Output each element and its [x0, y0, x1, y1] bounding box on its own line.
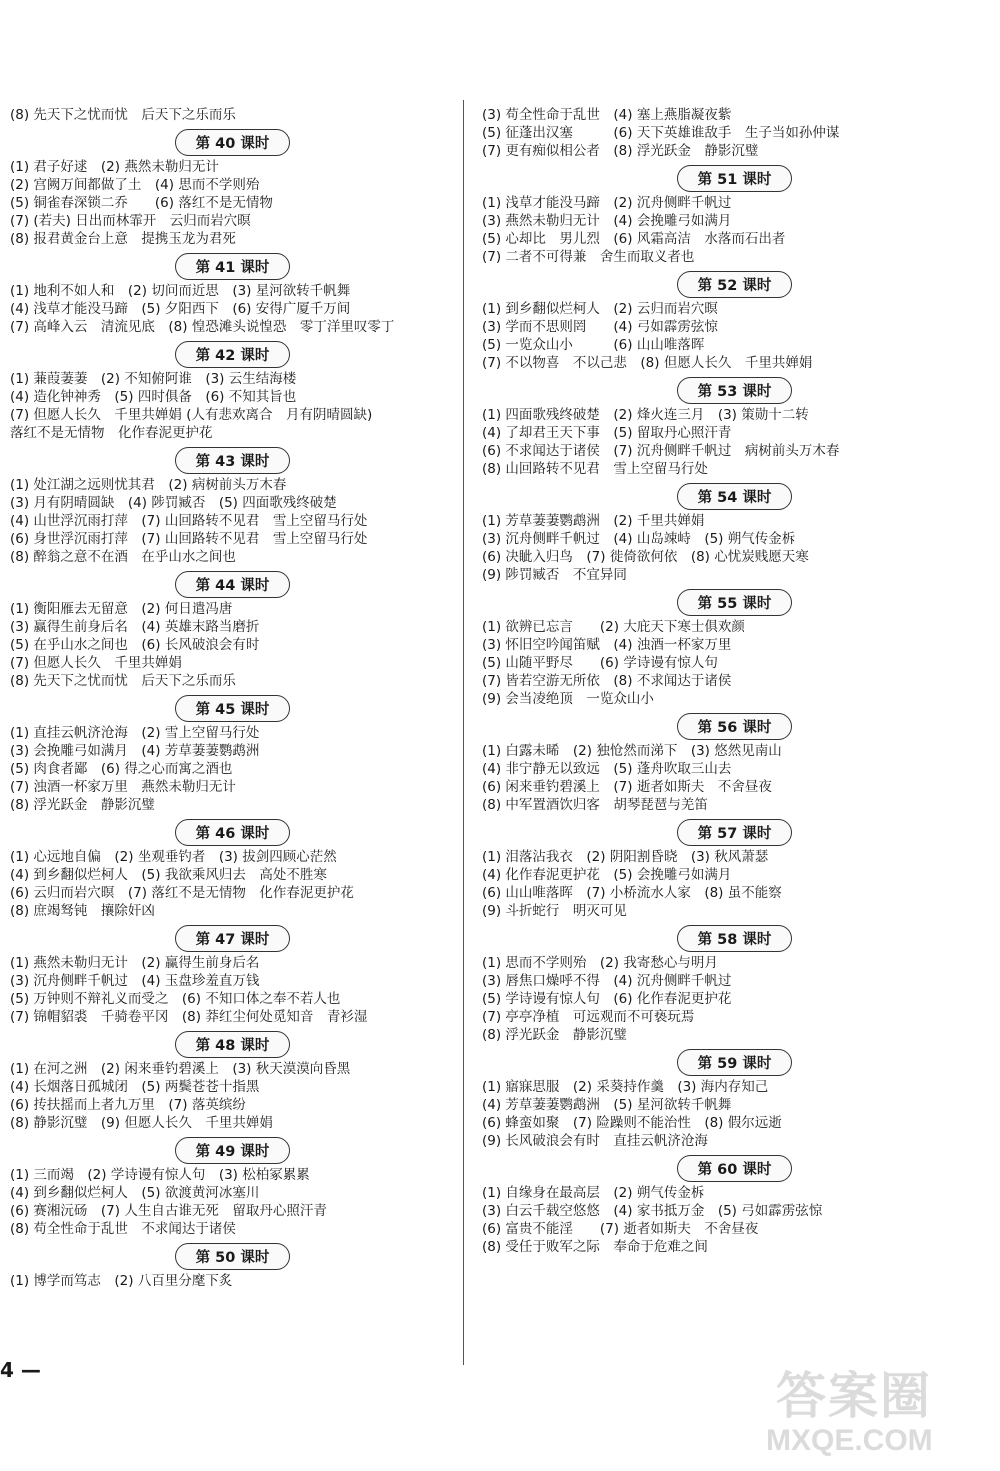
answer-line: (6) 云归而岩穴暝 (7) 落红不是无情物 化作春泥更护花: [10, 885, 354, 901]
answer-line: (1) 泪落沾我衣 (2) 阴阳割昏晓 (3) 秋风萧瑟: [482, 849, 769, 865]
lesson-heading-label: 第 43 课时: [175, 447, 291, 474]
answer-line: (8) 中军置酒饮归客 胡琴琵琶与羌笛: [482, 797, 708, 813]
answer-line: (1) 欲辨已忘言 (2) 大庇天下寒士俱欢颜: [482, 619, 745, 635]
lesson-heading-label: 第 58 课时: [677, 925, 793, 952]
answer-line: (7) 但愿人长久 千里共婵娟: [10, 655, 182, 671]
watermark-text: 答案圈: [776, 1367, 932, 1425]
lesson-heading-label: 第 44 课时: [175, 571, 291, 598]
answer-line: (9) 长风破浪会有时 直挂云帆济沧海: [482, 1133, 708, 1149]
answer-line: (7) 亭亭净植 可远观而不可亵玩焉: [482, 1009, 695, 1025]
answer-line: (6) 赛湘沅砀 (7) 人生自古谁无死 留取丹心照汗青: [10, 1203, 327, 1219]
lesson-heading-label: 第 40 课时: [175, 129, 291, 156]
answer-line: (1) 自缘身在最高层 (2) 朔气传金柝: [482, 1185, 705, 1201]
answer-line: (1) 地利不如人和 (2) 切问而近思 (3) 星河欲转千帆舞: [10, 283, 351, 299]
answer-line: (1) 心远地自偏 (2) 坐观垂钓者 (3) 拔剑四顾心茫然: [10, 849, 337, 865]
answer-line: (3) 赢得生前身后名 (4) 英雄末路当磨折: [10, 619, 260, 635]
answer-line: (4) 化作春泥更护花 (5) 会挽雕弓如满月: [482, 867, 732, 883]
watermark-logo: [758, 1348, 988, 1463]
lesson-heading-label: 第 53 课时: [677, 377, 793, 404]
answer-line: (4) 芳草萋萋鹦鹉洲 (5) 星河欲转千帆舞: [482, 1097, 732, 1113]
answer-line: (1) 在河之洲 (2) 闲来垂钓碧溪上 (3) 秋天漠漠向昏黑: [10, 1061, 351, 1077]
lesson-heading-label: 第 52 课时: [677, 271, 793, 298]
answer-line: (1) 蒹葭萋萋 (2) 不知俯阿谁 (3) 云生结海楼: [10, 371, 297, 387]
lesson-heading: [482, 1153, 987, 1183]
lesson-heading-label: 第 55 课时: [677, 589, 793, 616]
lesson-heading: [482, 375, 987, 405]
answer-line: (3) 唇焦口燥呼不得 (4) 沉舟侧畔千帆过: [482, 973, 732, 989]
answer-line: (7) 但愿人长久 千里共婵娟 (人有悲欢离合 月有阴晴圆缺): [10, 407, 373, 423]
answer-line: (8) 浮光跃金 静影沉璧: [482, 1027, 627, 1043]
lesson-heading: [10, 1135, 455, 1165]
answer-line: (3) 怀旧空吟闻笛赋 (4) 浊酒一杯家万里: [482, 637, 732, 653]
answer-line: (2) 宫阙万间都做了土 (4) 思而不学则殆: [10, 177, 260, 193]
answer-line: (7) (若夫) 日出而林霏开 云归而岩穴暝: [10, 213, 251, 229]
answer-line: (7) 二者不可得兼 舍生而取义者也: [482, 249, 695, 265]
answer-line: (8) 山回路转不见君 雪上空留马行处: [482, 461, 708, 477]
lesson-heading: [10, 817, 455, 847]
answer-line: (1) 四面歌残终破楚 (2) 烽火连三月 (3) 策勋十二转: [482, 407, 809, 423]
answer-line: (3) 会挽雕弓如满月 (4) 芳草萋萋鹦鹉洲: [10, 743, 260, 759]
lesson-heading: [10, 569, 455, 599]
lesson-heading-label: 第 51 课时: [677, 165, 793, 192]
answer-line: (1) 浅草才能没马蹄 (2) 沉舟侧畔千帆过: [482, 195, 732, 211]
answer-line: (9) 会当凌绝顶 一览众山小: [482, 691, 654, 707]
answer-line: (3) 月有阴晴圆缺 (4) 陟罚臧否 (5) 四面歌残终破楚: [10, 495, 337, 511]
answer-line: (6) 决眦入归鸟 (7) 徙倚欲何依 (8) 心忧炭贱愿天寒: [482, 549, 809, 565]
answer-line: (3) 白云千载空悠悠 (4) 家书抵万金 (5) 弓如霹雳弦惊: [482, 1203, 823, 1219]
lesson-heading: [482, 587, 987, 617]
lesson-heading: [10, 339, 455, 369]
answer-line: (3) 苟全性命于乱世 (4) 塞上燕脂凝夜紫: [482, 107, 732, 123]
answer-line: (5) 征蓬出汉塞 (6) 天下英雄谁敌手 生子当如孙仲谋: [482, 125, 840, 141]
answer-line: (1) 燕然未勒归无计 (2) 赢得生前身后名: [10, 955, 260, 971]
answer-line: (7) 不以物喜 不以己悲 (8) 但愿人长久 千里共婵娟: [482, 355, 813, 371]
answer-line: (6) 抟扶摇而上者九万里 (7) 落英缤纷: [10, 1097, 246, 1113]
answer-line: (6) 蜂蛮如聚 (7) 险躁则不能治性 (8) 假尔远逝: [482, 1115, 782, 1131]
answer-line: (3) 燕然未勒归无计 (4) 会挽雕弓如满月: [482, 213, 732, 229]
answer-line: (8) 先天下之忧而忧 后天下之乐而乐: [10, 107, 236, 123]
lesson-heading: [10, 923, 455, 953]
lesson-heading: [10, 445, 455, 475]
answer-line: (8) 苟全性命于乱世 不求闻达于诸侯: [10, 1221, 236, 1237]
answer-line: (3) 沉舟侧畔千帆过 (4) 山岛竦峙 (5) 朔气传金柝: [482, 531, 796, 547]
answer-line: (8) 受任于败军之际 奉命于危难之间: [482, 1239, 708, 1255]
answer-line: (6) 不求闻达于诸侯 (7) 沉舟侧畔千帆过 病树前头万木春: [482, 443, 840, 459]
answer-line: (8) 庶竭驽钝 攘除奸凶: [10, 903, 155, 919]
answer-line: (1) 寤寐思服 (2) 采葵持作羹 (3) 海内存知己: [482, 1079, 769, 1095]
lesson-heading: [10, 693, 455, 723]
answer-line: (3) 学而不思则罔 (4) 弓如霹雳弦惊: [482, 319, 718, 335]
lesson-heading: [482, 1047, 987, 1077]
lesson-heading-label: 第 46 课时: [175, 819, 291, 846]
lesson-heading-label: 第 57 课时: [677, 819, 793, 846]
answer-line: (4) 长烟落日孤城闭 (5) 两鬓苍苍十指黑: [10, 1079, 260, 1095]
answer-line: (4) 非宁静无以致远 (5) 蓬舟吹取三山去: [482, 761, 732, 777]
answer-line: (5) 肉食者鄙 (6) 得之心而寓之酒也: [10, 761, 233, 777]
answer-line: (7) 皆若空游无所依 (8) 不求闻达于诸侯: [482, 673, 732, 689]
answer-line: (5) 山随平野尽 (6) 学诗谩有惊人句: [482, 655, 718, 671]
answer-line: (7) 更有痴似相公者 (8) 浮光跃金 静影沉璧: [482, 143, 759, 159]
column-divider: [463, 100, 464, 1365]
lesson-heading: [482, 269, 987, 299]
answer-line: (4) 了却君王天下事 (5) 留取丹心照汗青: [482, 425, 732, 441]
answer-line: (5) 铜雀春深锁二乔 (6) 落红不是无情物: [10, 195, 273, 211]
lesson-heading-label: 第 41 课时: [175, 253, 291, 280]
answer-line: (5) 一览众山小 (6) 山山唯落晖: [482, 337, 705, 353]
answer-line: 落红不是无情物 化作春泥更护花: [10, 425, 213, 441]
answer-line: (1) 直挂云帆济沧海 (2) 雪上空留马行处: [10, 725, 260, 741]
answer-line: (8) 静影沉璧 (9) 但愿人长久 千里共婵娟: [10, 1115, 273, 1131]
answer-line: (4) 到乡翻似烂柯人 (5) 欲渡黄河冰塞川: [10, 1185, 260, 1201]
lesson-heading: [10, 1241, 455, 1271]
answer-line: (5) 学诗谩有惊人句 (6) 化作春泥更护花: [482, 991, 732, 1007]
lesson-heading-label: 第 60 课时: [677, 1155, 793, 1182]
answer-line: (6) 身世浮沉雨打萍 (7) 山回路转不见君 雪上空留马行处: [10, 531, 368, 547]
answer-line: (1) 三而竭 (2) 学诗谩有惊人句 (3) 松柏冢累累: [10, 1167, 310, 1183]
answer-line: (9) 斗折蛇行 明灭可见: [482, 903, 627, 919]
watermark-url: MXQE.COM: [766, 1424, 933, 1457]
answer-line: (1) 衡阳雁去无留意 (2) 何日遣冯唐: [10, 601, 233, 617]
answer-line: (1) 芳草萋萋鹦鹉洲 (2) 千里共婵娟: [482, 513, 705, 529]
answer-line: (4) 造化钟神秀 (5) 四时俱备 (6) 不知其旨也: [10, 389, 297, 405]
lesson-heading-label: 第 59 课时: [677, 1049, 793, 1076]
lesson-heading: [482, 163, 987, 193]
answer-line: (5) 万钟则不辩礼义而受之 (6) 不知口体之奉不若人也: [10, 991, 341, 1007]
lesson-heading: [10, 251, 455, 281]
lesson-heading: [482, 481, 987, 511]
lesson-heading: [10, 1029, 455, 1059]
answer-line: (8) 浮光跃金 静影沉璧: [10, 797, 155, 813]
answer-line: (4) 浅草才能没马蹄 (5) 夕阳西下 (6) 安得广厦千万间: [10, 301, 351, 317]
lesson-heading-label: 第 42 课时: [175, 341, 291, 368]
answer-line: (1) 白露未晞 (2) 独怆然而涕下 (3) 悠然见南山: [482, 743, 782, 759]
answer-line: (7) 高峰入云 清流见底 (8) 惶恐滩头说惶恐 零丁洋里叹零丁: [10, 319, 395, 335]
answer-line: (1) 君子好逑 (2) 燕然未勒归无计: [10, 159, 219, 175]
answer-line: (7) 浊酒一杯家万里 燕然未勒归无计: [10, 779, 236, 795]
answer-line: (1) 博学而笃志 (2) 八百里分麾下炙: [10, 1273, 233, 1289]
lesson-heading-label: 第 48 课时: [175, 1031, 291, 1058]
lesson-heading-label: 第 50 课时: [175, 1243, 291, 1270]
answer-line: (5) 心却比 男儿烈 (6) 风霜高洁 水落而石出者: [482, 231, 786, 247]
lesson-heading-label: 第 56 课时: [677, 713, 793, 740]
answer-line: (4) 到乡翻似烂柯人 (5) 我欲乘风归去 高处不胜寒: [10, 867, 327, 883]
answer-line: (6) 富贵不能淫 (7) 逝者如斯夫 不舍昼夜: [482, 1221, 759, 1237]
answer-line: (7) 锦帽貂裘 千骑卷平冈 (8) 莽红尘何处觅知音 青衫湿: [10, 1009, 368, 1025]
answer-line: (9) 陟罚臧否 不宜异同: [482, 567, 627, 583]
page-number: 4 —: [0, 1358, 41, 1382]
right-column: [482, 106, 987, 1256]
lesson-heading-label: 第 47 课时: [175, 925, 291, 952]
left-column: [10, 106, 455, 1290]
lesson-heading-label: 第 54 课时: [677, 483, 793, 510]
lesson-heading: [482, 817, 987, 847]
answer-line: (4) 山世浮沉雨打萍 (7) 山回路转不见君 雪上空留马行处: [10, 513, 368, 529]
lesson-heading: [482, 923, 987, 953]
answer-line: (1) 到乡翻似烂柯人 (2) 云归而岩穴暝: [482, 301, 718, 317]
answer-line: (8) 报君黄金台上意 提携玉龙为君死: [10, 231, 236, 247]
answer-line: (1) 思而不学则殆 (2) 我寄愁心与明月: [482, 955, 718, 971]
answer-line: (8) 先天下之忧而忧 后天下之乐而乐: [10, 673, 236, 689]
answer-line: (6) 山山唯落晖 (7) 小桥流水人家 (8) 虽不能察: [482, 885, 782, 901]
answer-line: (6) 闲来垂钓碧溪上 (7) 逝者如斯夫 不舍昼夜: [482, 779, 772, 795]
lesson-heading-label: 第 45 课时: [175, 695, 291, 722]
lesson-heading-label: 第 49 课时: [175, 1137, 291, 1164]
answer-line: (5) 在乎山水之间也 (6) 长风破浪会有时: [10, 637, 260, 653]
answer-line: (8) 醉翁之意不在酒 在乎山水之间也: [10, 549, 236, 565]
lesson-heading: [482, 711, 987, 741]
lesson-heading: [10, 127, 455, 157]
answer-line: (3) 沉舟侧畔千帆过 (4) 玉盘珍羞直万钱: [10, 973, 260, 989]
answer-line: (1) 处江湖之远则忧其君 (2) 病树前头万木春: [10, 477, 287, 493]
